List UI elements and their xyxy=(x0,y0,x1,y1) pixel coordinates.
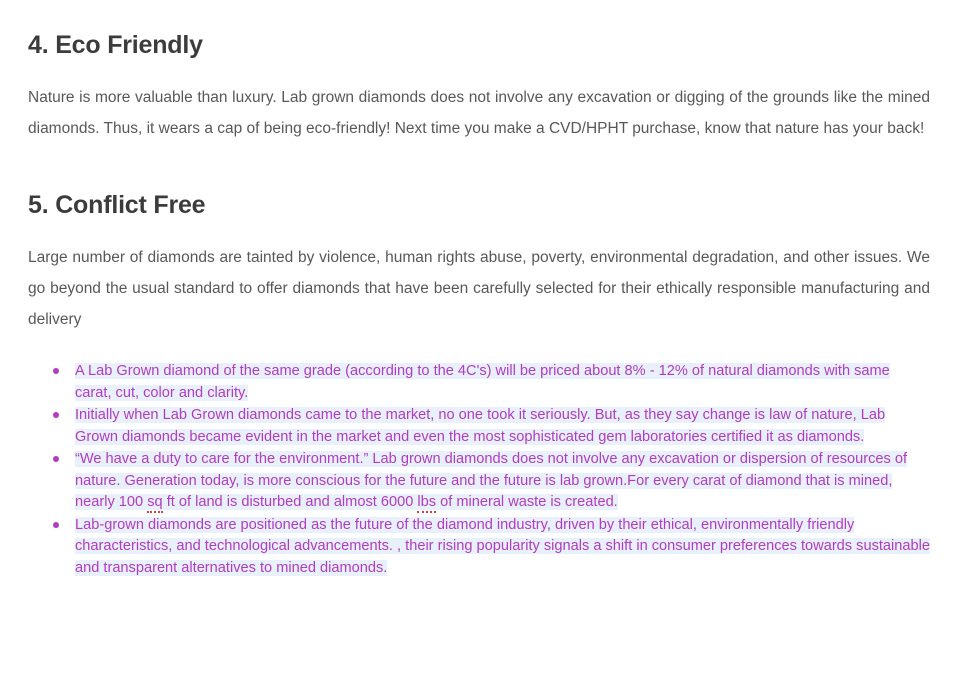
bullet-dot-icon xyxy=(53,456,59,462)
text-run: ft of land is disturbed and almost 6000 xyxy=(162,494,418,510)
highlighted-bullet-list xyxy=(28,361,930,579)
list-item xyxy=(28,515,930,580)
section-paragraph-eco-friendly: Nature is more valuable than luxury. Lab grown diamonds does not involve any excavation or digging of the grounds like the mined diamonds. Thus, it wears a cap of being eco-friendly! Next time you make a CVD/HPHT purchase, know that nature has your back! xyxy=(28,89,930,137)
list-item xyxy=(28,405,930,448)
text-run: “We have a duty to care for the environment.” Lab grown diamonds does not involve any excavation or dispersion of resources of nature. Generation today, is more conscious for the future and the future is lab grown.For every carat of diamond that is mined, nearly 100 xyxy=(75,451,908,510)
bullet-dot-icon xyxy=(53,412,59,418)
list-item xyxy=(28,361,930,404)
spellcheck-underlined-word: sq xyxy=(147,494,162,513)
text-run: of mineral waste is created. xyxy=(436,494,618,510)
section-paragraph-conflict-free: Large number of diamonds are tainted by violence, human rights abuse, poverty, environmental degradation, and other issues. We go beyond the usual standard to offer diamonds that have been carefully selected for their ethically responsible manufacturing and delivery xyxy=(28,249,930,328)
list-item-highlighted-text xyxy=(75,363,890,401)
list-item-highlighted-text xyxy=(75,517,930,576)
section-heading-conflict-free: 5. Conflict Free xyxy=(28,191,206,219)
bullet-dot-icon xyxy=(53,368,59,374)
spellcheck-underlined-word: lbs xyxy=(417,494,436,513)
list-item-highlighted-text xyxy=(75,407,885,445)
list-item-highlighted-text xyxy=(75,451,907,510)
text-run: Initially when Lab Grown diamonds came to the market, no one took it seriously. But, as they say change is law of nature, Lab Grown diamonds became evident in the market and even the most sophisticated gem laboratories certified it as diamonds. xyxy=(75,407,886,445)
section-heading-eco-friendly: 4. Eco Friendly xyxy=(28,31,203,59)
text-run: Lab-grown diamonds are positioned as the future of the diamond industry, driven by their ethical, environmentally friendly characteristics, and technological advancements. , their rising popularity signals a shift in consumer preferences towards sustainable and transparent alternatives to mined diamonds. xyxy=(75,516,930,576)
bullet-dot-icon xyxy=(53,522,59,528)
list-item xyxy=(28,449,930,514)
text-run: A Lab Grown diamond of the same grade (according to the 4C's) will be priced about 8% - 12% of natural diamonds with same carat, cut, color and clarity. xyxy=(75,363,890,401)
